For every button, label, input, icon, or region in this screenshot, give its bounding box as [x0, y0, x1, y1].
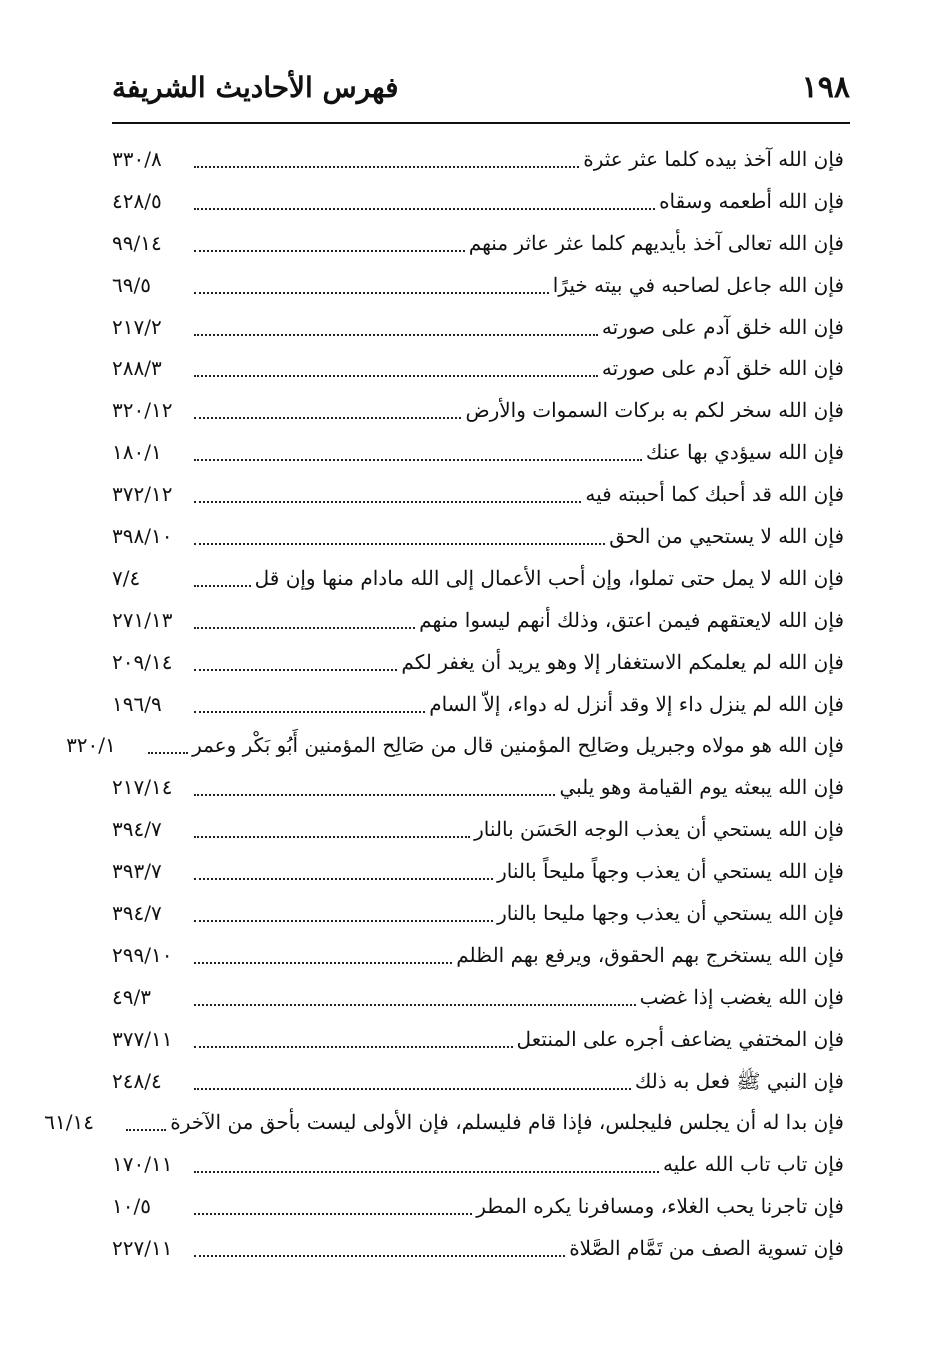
- index-entry: [112, 347, 844, 389]
- dot-leader: [194, 459, 642, 461]
- hadith-text: فإن الله يستحي أن يعذب الوجه الحَسَن بالنار: [474, 817, 844, 842]
- volume-page-reference: ٢٨٨/٣: [112, 356, 162, 381]
- dot-leader: [194, 711, 425, 713]
- hadith-text: فإن تاب تاب الله عليه: [662, 1152, 844, 1177]
- dot-leader: [194, 1004, 636, 1006]
- header-divider: [112, 122, 850, 124]
- dot-leader: [194, 878, 493, 880]
- hadith-text: فإن الله هو مولاه وجبريل وصَالِح المؤمنين قال من صَالِح المؤمنين أَبُو بَكْر وعمر: [192, 733, 844, 758]
- volume-page-reference: ٢٤٨/٤: [112, 1068, 162, 1093]
- volume-page-reference: ٢٩٩/١٠: [112, 942, 173, 967]
- index-entry: [112, 808, 844, 850]
- page-number: ١٩٨: [801, 70, 850, 105]
- index-entry: [112, 1185, 844, 1227]
- index-entry: [112, 1143, 844, 1185]
- hadith-text: فإن الله آخذ بيده كلما عثر عثرة: [583, 146, 844, 171]
- volume-page-reference: ٣٧٧/١١: [112, 1026, 173, 1051]
- hadith-text: فإن تاجرنا يحب الغلاء، ومسافرنا يكره المطر: [476, 1194, 844, 1219]
- volume-page-reference: ٤٢٨/٥: [112, 188, 162, 213]
- hadith-text: فإن الله سخر لكم به بركات السموات والأرض: [465, 398, 844, 423]
- index-entry: [112, 599, 844, 641]
- hadith-text: فإن الله لم ينزل داء إلا وقد أنزل له دواء، إلاّ السام: [429, 691, 844, 716]
- index-entry: [112, 557, 844, 599]
- hadith-text: فإن بدا له أن يجلس فليجلس، فإذا قام فليسلم، فإن الأولى ليست بأحق من الآخرة: [170, 1110, 844, 1135]
- dot-leader: [194, 166, 579, 168]
- index-entry: [112, 766, 844, 808]
- dot-leader: [194, 208, 655, 210]
- dot-leader: [148, 752, 188, 754]
- volume-page-reference: ٢١٧/٢: [112, 314, 162, 339]
- volume-page-reference: ٢٠٩/١٤: [112, 649, 173, 674]
- hadith-text: فإن الله يستحي أن يعذب وجها مليحا بالنار: [497, 900, 844, 925]
- dot-leader: [194, 334, 598, 336]
- volume-page-reference: ١٨٠/١: [112, 440, 162, 465]
- hadith-text: فإن الله قد أحبك كما أحببته فيه: [585, 482, 844, 507]
- dot-leader: [194, 1088, 631, 1090]
- dot-leader: [194, 669, 397, 671]
- dot-leader: [194, 627, 415, 629]
- volume-page-reference: ٣٧٢/١٢: [112, 482, 173, 507]
- hadith-text: فإن المختفي يضاعف أجره على المنتعل: [516, 1026, 844, 1051]
- index-entry: [112, 934, 844, 976]
- index-entry: [112, 683, 844, 725]
- hadith-text: فإن الله يستحي أن يعذب وجهاً مليحاً بالنار: [497, 859, 844, 884]
- index-entry: [44, 1101, 844, 1143]
- index-entry: [112, 222, 844, 264]
- index-entry: [112, 389, 844, 431]
- index-entry: [112, 850, 844, 892]
- dot-leader: [194, 962, 452, 964]
- volume-page-reference: ٣٣٠/٨: [112, 146, 162, 171]
- hadith-text: فإن الله لا يمل حتى تملوا، وإن أحب الأعمال إلى الله مادام منها وإن قل: [254, 565, 844, 590]
- hadith-text: فإن الله لايعتقهم فيمن اعتق، وذلك أنهم ليسوا منهم: [419, 607, 844, 632]
- hadith-index-list: [44, 138, 844, 1269]
- volume-page-reference: ٩٩/١٤: [112, 230, 162, 255]
- dot-leader: [194, 585, 251, 587]
- dot-leader: [194, 1046, 513, 1048]
- hadith-text: فإن الله يغضب إذا غضب: [639, 984, 844, 1009]
- volume-page-reference: ٢٢٧/١١: [112, 1236, 173, 1261]
- index-entry: [112, 976, 844, 1018]
- volume-page-reference: ٣٩٤/٧: [112, 900, 162, 925]
- index-entry: [112, 264, 844, 306]
- volume-page-reference: ٣٩٣/٧: [112, 859, 162, 884]
- hadith-text: فإن الله سيؤدي بها عنك: [645, 440, 844, 465]
- volume-page-reference: ٣٢٠/١: [66, 733, 116, 758]
- dot-leader: [194, 292, 549, 294]
- volume-page-reference: ٢٧١/١٣: [112, 607, 173, 632]
- index-entry: [66, 724, 844, 766]
- volume-page-reference: ٣٩٤/٧: [112, 817, 162, 842]
- hadith-text: فإن الله لم يعلمكم الاستغفار إلا وهو يريد أن يغفر لكم: [401, 649, 844, 674]
- volume-page-reference: ٤٩/٣: [112, 984, 151, 1009]
- hadith-text: فإن الله يستخرج بهم الحقوق، ويرفع بهم الظلم: [456, 942, 844, 967]
- hadith-text: فإن الله خلق آدم على صورته: [601, 314, 844, 339]
- volume-page-reference: ٣٢٠/١٢: [112, 398, 173, 423]
- hadith-text: فإن تسوية الصف من تَمَّام الصَّلاة: [569, 1236, 844, 1261]
- volume-page-reference: ٦١/١٤: [44, 1110, 94, 1135]
- index-entry: [112, 892, 844, 934]
- dot-leader: [194, 501, 581, 503]
- hadith-text: فإن الله أطعمه وسقاه: [659, 188, 844, 213]
- dot-leader: [194, 1255, 565, 1257]
- hadith-text: فإن النبي ﷺ فعل به ذلك: [634, 1068, 844, 1093]
- volume-page-reference: ٦٩/٥: [112, 272, 151, 297]
- index-entry: [112, 473, 844, 515]
- index-entry: [112, 1060, 844, 1102]
- dot-leader: [194, 1213, 472, 1215]
- index-entry: [112, 180, 844, 222]
- index-entry: [112, 515, 844, 557]
- volume-page-reference: ٧/٤: [112, 565, 141, 590]
- running-title: فهرس الأحاديث الشريفة: [112, 71, 399, 104]
- dot-leader: [126, 1129, 166, 1131]
- volume-page-reference: ١٧٠/١١: [112, 1152, 173, 1177]
- index-entry: [112, 1227, 844, 1269]
- dot-leader: [194, 250, 465, 252]
- dot-leader: [194, 417, 461, 419]
- hadith-text: فإن الله خلق آدم على صورته: [601, 356, 844, 381]
- hadith-text: فإن الله جاعل لصاحبه في بيته خيرًا: [552, 272, 844, 297]
- index-entry: [112, 641, 844, 683]
- volume-page-reference: ٢١٧/١٤: [112, 775, 173, 800]
- volume-page-reference: ١٠/٥: [112, 1194, 151, 1219]
- index-entry: [112, 138, 844, 180]
- dot-leader: [194, 794, 555, 796]
- page-header: [112, 68, 850, 112]
- dot-leader: [194, 375, 598, 377]
- hadith-text: فإن الله لا يستحيي من الحق: [609, 523, 844, 548]
- index-entry: [112, 431, 844, 473]
- dot-leader: [194, 836, 470, 838]
- hadith-text: فإن الله تعالى آخذ بأيديهم كلما عثر عاثر منهم: [468, 230, 844, 255]
- dot-leader: [194, 543, 605, 545]
- volume-page-reference: ٣٩٨/١٠: [112, 523, 173, 548]
- dot-leader: [194, 1171, 659, 1173]
- volume-page-reference: ١٩٦/٩: [112, 691, 162, 716]
- index-entry: [112, 306, 844, 348]
- index-entry: [112, 1018, 844, 1060]
- dot-leader: [194, 920, 493, 922]
- hadith-text: فإن الله يبعثه يوم القيامة وهو يلبي: [559, 775, 844, 800]
